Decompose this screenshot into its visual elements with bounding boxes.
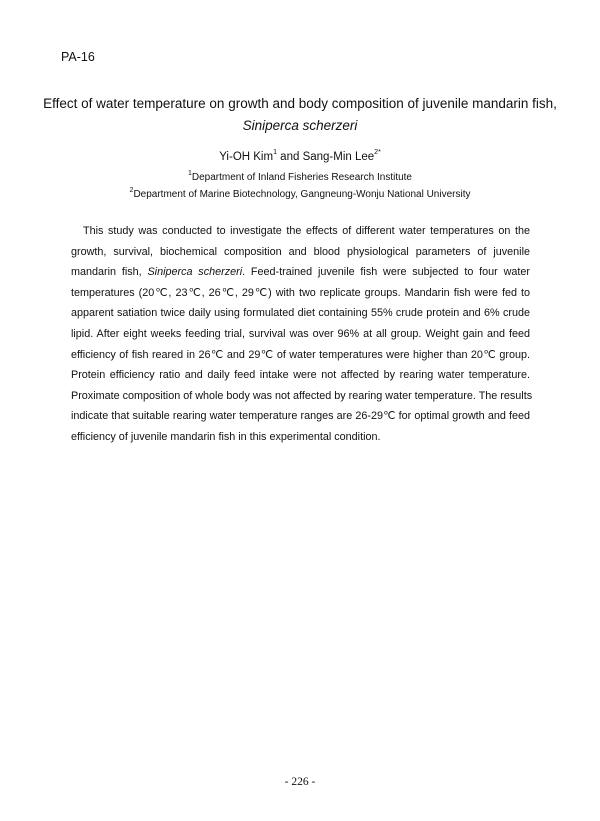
author-1: Yi-OH Kim — [219, 151, 274, 163]
author-1-affiliation-mark: 1 — [273, 149, 277, 156]
abstract-line: Proximate composition of whole body was not affected by rearing water temperature. The results — [71, 389, 533, 402]
affiliation-2-text: Department of Marine Biotechnology, Gangneung-Wonju National University — [133, 189, 471, 200]
paper-title — [40, 93, 560, 137]
abstract-line: This study was conducted to investigate the effects of different water temperatures on the — [83, 225, 530, 237]
abstract-line — [71, 262, 530, 283]
abstract-line: Protein efficiency ratio and daily feed intake were not affected by rearing water temperature. — [71, 369, 530, 382]
author-2-affiliation-mark: 2* — [374, 149, 381, 156]
abstract-line: efficiency of juvenile mandarin fish in this experimental condition. — [71, 430, 381, 443]
author-line — [40, 151, 560, 163]
abstract-code: PA-16 — [61, 50, 95, 64]
title-main: Effect of water temperature on growth and body composition of juvenile mandarin fish, — [43, 96, 557, 111]
abstract-text: . Feed-trained juvenile fish were subjected to four water — [242, 266, 530, 279]
affiliation-2-mark: 2 — [129, 187, 134, 194]
abstract-body — [71, 221, 533, 448]
author-joiner: and — [276, 151, 303, 163]
abstract-line: indicate that suitable rearing water temperature ranges are 26-29℃ for optimal growth and feed — [71, 410, 530, 423]
abstract-line: growth, survival, biochemical composition and blood physiological parameters of juvenile — [71, 245, 530, 258]
abstract-line: apparent satiation twice daily using formulated diet containing 55% crude protein and 6% crude — [71, 307, 530, 320]
abstract-text: mandarin fish, — [71, 266, 148, 279]
page-number: - 226 - — [284, 776, 316, 788]
abstract-line: efficiency of fish reared in 26℃ and 29℃ of water temperatures were higher than 20℃ group. — [71, 348, 530, 361]
affiliation-1-text: Department of Inland Fisheries Research Institute — [191, 172, 412, 183]
abstract-line: lipid. After eight weeks feeding trial, survival was over 96% at all group. Weight gain and feed — [71, 327, 530, 340]
author-2: Sang-Min Lee — [302, 151, 375, 163]
affiliation-2 — [40, 189, 560, 200]
affiliation-1 — [40, 172, 560, 183]
abstract-line: temperatures (20℃, 23℃, 26℃, 29℃) with two replicate groups. Mandarin fish were fed to — [71, 286, 530, 299]
title-species: Siniperca scherzeri — [242, 118, 358, 133]
affiliation-1-mark: 1 — [187, 170, 192, 177]
species-name: Siniperca scherzeri — [147, 266, 243, 279]
